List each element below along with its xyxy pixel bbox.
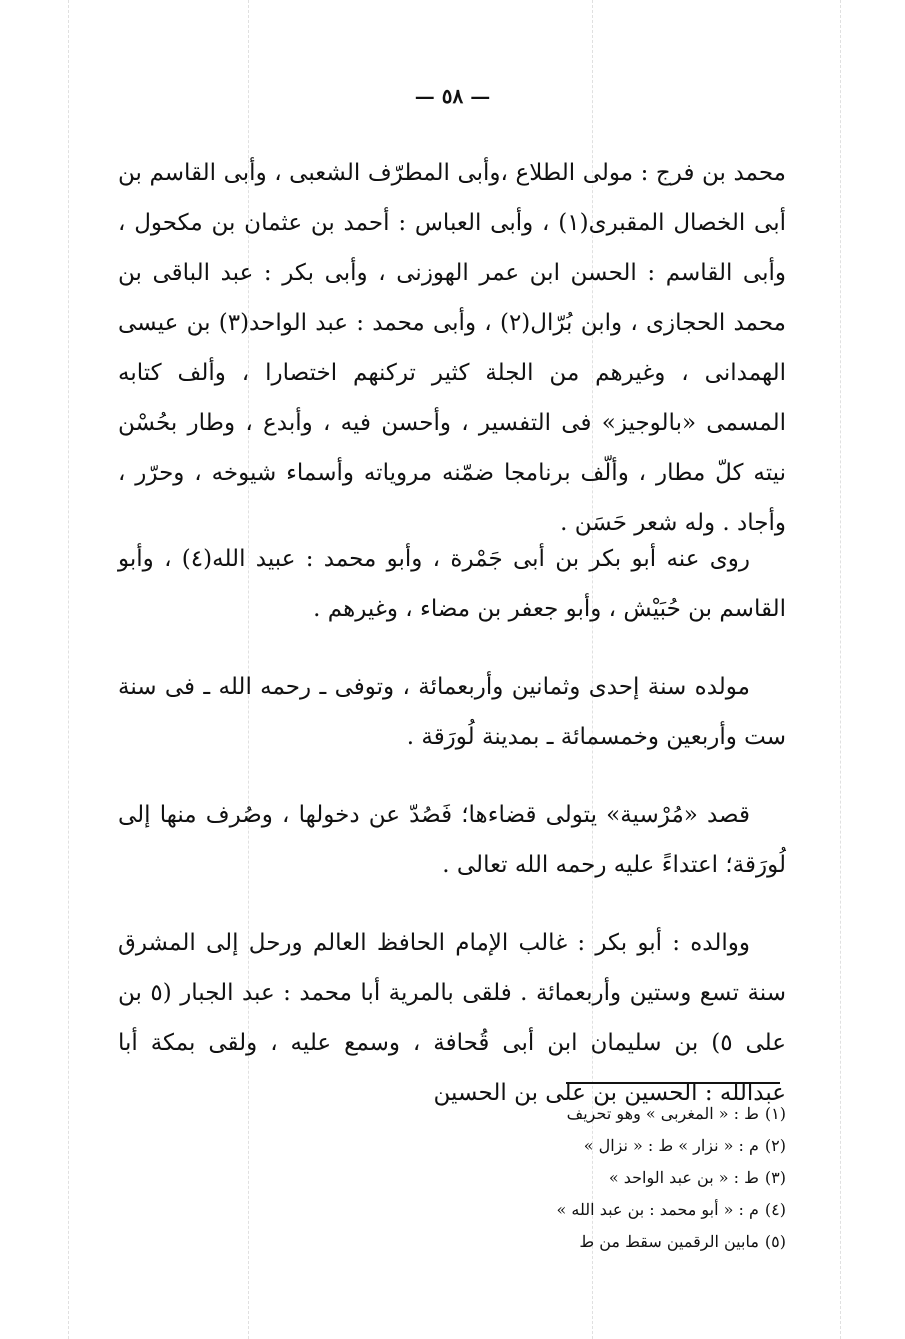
footnote-text: ط : « بن عبد الواحد » [608, 1168, 759, 1187]
paragraph-students: روى عنه أبو بكر بن أبى جَمْرة ، وأبو محمد : عبيد الله(٤) ، وأبو القاسم بن حُبَيْش ، وأبو جعفر بن مضاء ، وغيرهم . [118, 546, 786, 622]
footnote-number: (١) [764, 1104, 786, 1123]
footnote [300, 1194, 786, 1226]
paragraph-murcia: قصد «مُرْسية» يتولى قضاءها؛ فَصُدّ عن دخولها ، وصُرف منها إلى لُورَقة؛ اعتداءً عليه رحمه الله تعالى . [118, 802, 786, 878]
footnote-number: (٥) [764, 1232, 786, 1251]
page-number: — ٥٨ — [414, 84, 491, 108]
scan-artifact-line [68, 0, 69, 1339]
footnote-number: (٤) [764, 1200, 786, 1219]
footnote-text: م : « أبو محمد : بن عبد الله » [556, 1200, 759, 1219]
footnote-number: (٣) [764, 1168, 786, 1187]
footnote-text: م : « نزار » ط : « نزال » [583, 1136, 759, 1155]
footnote [300, 1130, 786, 1162]
paragraph-teachers: محمد بن فرج : مولى الطلاع ،وأبى المطرّف الشعبى ، وأبى القاسم بن أبى الخصال المقبرى(١) ، وأبى العباس : أحمد بن عثمان بن مكحول ، وأبى القاسم : الحسن ابن عمر الهوزنى ، وأبى بكر : عبد الباقى بن محمد الحجازى ، وابن بُرّال(٢) ، وأبى محمد : عبد الواحد(٣) بن عيسى الهمدانى ، وغيرهم من الجلة كثير تركنهم اختصارا ، وألف كتابه المسمى «بالوجيز» فى التفسير ، وأحسن فيه ، وأبدع ، وطار بحُسْن نيته كلّ مطار ، وألّف برنامجا ضمّنه مروياته وأسماء شيوخه ، وحرّر ، وأجاد . وله شعر حَسَن . [118, 160, 786, 536]
footnote-divider [566, 1082, 780, 1084]
paragraph-father: ووالده : أبو بكر : غالب الإمام الحافظ العالم ورحل إلى المشرق سنة تسع وستين وأربعمائة . فلقى بالمرية أبا محمد : عبد الجبار (٥ بن على ٥) بن سليمان ابن أبى قُحافة ، وسمع عليه ، ولقى بمكة أبا عبدالله : الحسين بن على بن الحسين [118, 930, 786, 1106]
footnotes [300, 1098, 786, 1258]
footnote-number: (٢) [764, 1136, 786, 1155]
footnote-text: ط : « المغربى » وهو تحريف [566, 1104, 759, 1123]
footnote-text: مابين الرقمين سقط من ط [579, 1232, 759, 1251]
footnote [300, 1226, 786, 1258]
footnote [300, 1162, 786, 1194]
scan-artifact-line [840, 0, 841, 1339]
footnote [300, 1098, 786, 1130]
paragraph-birth-death: مولده سنة إحدى وثمانين وأربعمائة ، وتوفى ـ رحمه الله ـ فى سنة ست وأربعين وخمسمائة ـ بمدينة لُورَقة . [118, 674, 786, 750]
